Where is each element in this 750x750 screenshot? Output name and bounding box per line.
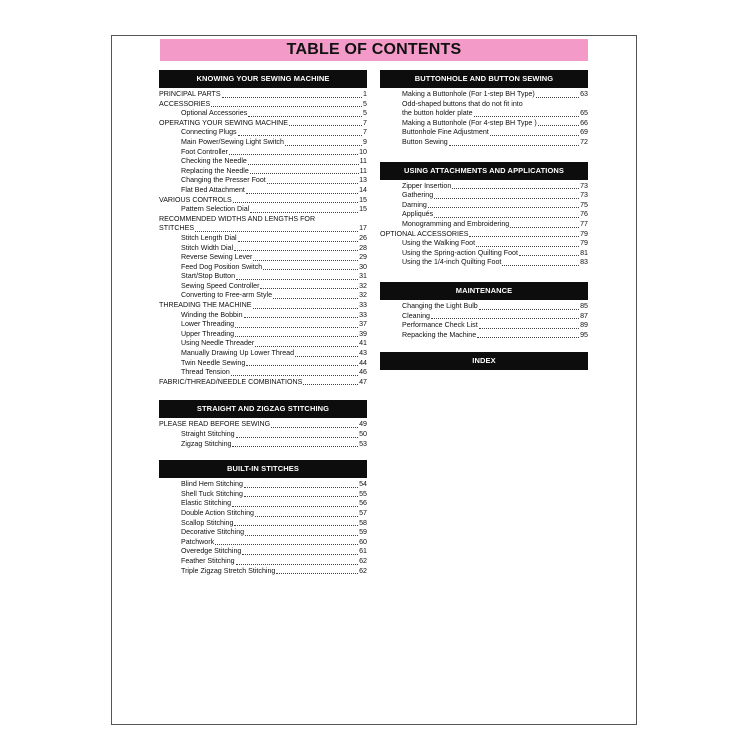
- left-column: [159, 70, 367, 576]
- toc-entry-title: Foot Controller: [181, 147, 228, 156]
- dot-leader: [255, 516, 358, 517]
- dot-leader: [233, 202, 358, 203]
- toc-entry-title: THREADING THE MACHINE: [159, 301, 252, 310]
- toc-entry-title: the button holder plate: [402, 109, 473, 118]
- toc-entry-title: Replacing the Needle: [181, 166, 249, 175]
- toc-entry-title: Straight Stitching: [181, 430, 235, 438]
- section-gap: [380, 340, 588, 352]
- toc-entry-title: Stitch Length Dial: [181, 233, 237, 242]
- toc-entry-page: 14: [359, 185, 367, 194]
- toc-entry[interactable]: [159, 119, 367, 129]
- toc-entry-title: ACCESSORIES: [159, 99, 211, 108]
- toc-entry-title: Thread Tension: [181, 368, 230, 377]
- toc-entry-page: 11: [359, 166, 367, 175]
- toc-entry[interactable]: [159, 420, 367, 430]
- section-heading: USING ATTACHMENTS AND APPLICATIONS: [380, 162, 588, 180]
- toc-entry-page: 37: [359, 320, 367, 329]
- toc-entry-page: 43: [359, 349, 367, 358]
- section-heading: INDEX: [380, 352, 588, 370]
- dot-leader: [250, 212, 358, 213]
- toc-entry-title: Feed Dog Position Switch: [181, 262, 263, 271]
- toc-entry[interactable]: [159, 519, 367, 529]
- toc-entry[interactable]: [380, 201, 588, 211]
- toc-entry-page: 28: [359, 243, 367, 252]
- toc-entry[interactable]: [380, 109, 588, 119]
- toc-entry-page: 65: [580, 109, 588, 118]
- toc-entry[interactable]: [380, 312, 588, 322]
- toc-entry-page: 17: [359, 224, 367, 233]
- dot-leader: [235, 336, 358, 337]
- toc-entry-title: Sewing Speed Controller: [181, 281, 260, 290]
- toc-entry[interactable]: [380, 321, 588, 331]
- dot-leader: [253, 308, 359, 309]
- dot-leader: [236, 279, 358, 280]
- toc-entry-page: 7: [363, 128, 367, 137]
- dot-leader: [538, 125, 579, 126]
- toc-entry[interactable]: [159, 244, 367, 254]
- toc-entry-list: [380, 88, 588, 148]
- toc-entry-page: 50: [359, 430, 367, 438]
- toc-entry-title: Zipper Insertion: [402, 181, 452, 190]
- toc-entry-page: 26: [359, 233, 367, 242]
- toc-entry[interactable]: [159, 234, 367, 244]
- toc-entry-title: Pattern Selection Dial: [181, 205, 250, 214]
- toc-entry[interactable]: [159, 215, 367, 225]
- dot-leader: [510, 227, 579, 228]
- toc-entry-title: Making a Buttonhole (For 1-step BH Type): [402, 90, 535, 98]
- toc-entry-title: OPERATING YOUR SEWING MACHINE: [159, 118, 289, 127]
- toc-entry-page: 11: [359, 157, 367, 166]
- toc-entry-title: Optional Accessories: [181, 109, 248, 118]
- dot-leader: [502, 265, 579, 266]
- dot-leader: [255, 346, 358, 347]
- toc-entry-title: Checking the Needle: [181, 157, 247, 166]
- dot-leader: [271, 427, 358, 428]
- dot-leader: [452, 188, 579, 189]
- toc-entry-page: 46: [359, 368, 367, 377]
- dot-leader: [434, 198, 579, 199]
- toc-entry-page: 5: [363, 99, 367, 108]
- page-title: TABLE OF CONTENTS: [286, 41, 462, 58]
- toc-entry-title: Patchwork: [181, 537, 215, 546]
- toc-entry[interactable]: [159, 109, 367, 119]
- toc-entry[interactable]: [159, 359, 367, 369]
- toc-entry-title: Odd-shaped buttons that do not fit into: [402, 99, 523, 108]
- toc-entry-title: Manually Drawing Up Lower Thread: [181, 349, 295, 358]
- toc-entry-page: 59: [359, 528, 367, 537]
- dot-leader: [431, 318, 579, 319]
- toc-entry[interactable]: [159, 167, 367, 177]
- dot-leader: [273, 298, 358, 299]
- toc-entry[interactable]: [380, 119, 588, 129]
- dot-leader: [238, 135, 362, 136]
- toc-entry-page: 69: [580, 128, 588, 137]
- toc-entry[interactable]: [159, 509, 367, 519]
- toc-entry[interactable]: [159, 499, 367, 509]
- dot-leader: [474, 116, 580, 117]
- toc-entry-title: Stitch Width Dial: [181, 243, 234, 252]
- toc-entry-title: Twin Needle Sewing: [181, 358, 246, 367]
- toc-entry-page: 44: [359, 358, 367, 367]
- toc-entry-page: 75: [580, 200, 588, 209]
- toc-entry-title: Zigzag Stitching: [181, 439, 232, 448]
- toc-entry[interactable]: [159, 557, 367, 567]
- toc-entry[interactable]: [380, 191, 588, 201]
- toc-entry-page: 89: [580, 321, 588, 330]
- toc-entry-title: Using the Spring-action Quilting Foot: [402, 248, 518, 257]
- toc-entry-page: 63: [580, 90, 588, 98]
- dot-leader: [195, 231, 358, 232]
- toc-entry[interactable]: [380, 220, 588, 230]
- toc-entry-title: Buttonhole Fine Adjustment: [402, 128, 489, 137]
- dot-leader: [289, 125, 362, 126]
- toc-entry-page: 33: [359, 310, 367, 319]
- toc-entry-title: Converting to Free-arm Style: [181, 291, 273, 300]
- dot-leader: [232, 446, 358, 447]
- toc-entry-title: Decorative Stitching: [181, 528, 245, 537]
- toc-entry-title: Main Power/Sewing Light Switch: [181, 137, 284, 146]
- toc-entry[interactable]: [159, 282, 367, 292]
- toc-entry[interactable]: [380, 210, 588, 220]
- toc-entry-title: Winding the Bobbin: [181, 310, 243, 319]
- dot-leader: [253, 260, 358, 261]
- toc-entry[interactable]: [380, 138, 588, 148]
- toc-entry[interactable]: [159, 205, 367, 215]
- section-gap: [380, 268, 588, 282]
- toc-entry-title: OPTIONAL ACCESSORIES: [380, 229, 469, 238]
- toc-entry-title: Gathering: [402, 191, 434, 200]
- toc-entry-title: STITCHES: [159, 224, 195, 233]
- dot-leader: [250, 173, 359, 174]
- dot-leader: [246, 193, 358, 194]
- toc-entry[interactable]: [159, 148, 367, 158]
- toc-entry-page: 33: [359, 301, 367, 310]
- toc-entry-title: Darning: [402, 200, 427, 209]
- manual-page: [111, 35, 637, 725]
- toc-section-using-attachments-and-applications: [380, 162, 588, 268]
- toc-entry-page: 77: [580, 219, 588, 228]
- dot-leader: [234, 525, 358, 526]
- toc-entry-list: [159, 478, 367, 576]
- dot-leader: [263, 269, 358, 270]
- toc-entry-title: FABRIC/THREAD/NEEDLE COMBINATIONS: [159, 377, 303, 386]
- dot-leader: [267, 183, 358, 184]
- toc-entry[interactable]: [159, 291, 367, 301]
- dot-leader: [231, 375, 358, 376]
- dot-leader: [276, 573, 358, 574]
- toc-entry-page: 79: [580, 229, 588, 238]
- dot-leader: [248, 164, 359, 165]
- toc-entry-title: Scallop Stitching: [181, 518, 234, 527]
- toc-entry[interactable]: [159, 263, 367, 273]
- toc-entry-title: Using the Walking Foot: [402, 239, 476, 248]
- dot-leader: [222, 97, 362, 98]
- toc-entry-title: Performance Check List: [402, 321, 478, 330]
- toc-entry-page: 66: [580, 118, 588, 127]
- section-heading: STRAIGHT AND ZIGZAG STITCHING: [159, 400, 367, 418]
- toc-entry-page: 95: [580, 330, 588, 339]
- toc-entry-title: Appliqués: [402, 210, 434, 219]
- toc-entry-title: Button Sewing: [402, 137, 448, 146]
- toc-section-knowing-your-sewing-machine: [159, 70, 367, 387]
- toc-entry-title: Connecting Plugs: [181, 128, 237, 137]
- dot-leader: [536, 97, 579, 98]
- toc-entry[interactable]: [159, 567, 367, 577]
- dot-leader: [248, 116, 362, 117]
- toc-entry-title: Elastic Stitching: [181, 499, 232, 508]
- toc-entry-title: Blind Hem Stitching: [181, 480, 243, 489]
- section-gap: [159, 387, 367, 400]
- toc-entry-page: 62: [359, 566, 367, 575]
- toc-entry[interactable]: [159, 90, 367, 100]
- toc-entry-page: 47: [359, 377, 367, 386]
- toc-entry-page: 73: [580, 181, 588, 190]
- dot-leader: [449, 145, 579, 146]
- toc-entry-page: 9: [363, 137, 367, 146]
- toc-entry[interactable]: [159, 538, 367, 548]
- dot-leader: [490, 135, 579, 136]
- dot-leader: [246, 365, 358, 366]
- toc-entry-title: Lower Threading: [181, 320, 235, 329]
- right-column: [380, 70, 588, 370]
- toc-section-maintenance: [380, 282, 588, 340]
- toc-entry-page: 62: [359, 556, 367, 565]
- dot-leader: [477, 337, 579, 338]
- dot-leader: [211, 106, 362, 107]
- dot-leader: [260, 288, 358, 289]
- toc-entry-title: Overedge Stitching: [181, 547, 242, 556]
- toc-entry[interactable]: [380, 182, 588, 192]
- toc-entry[interactable]: [159, 301, 367, 311]
- toc-entry-title: Feather Stitching: [181, 556, 235, 565]
- section-heading: BUILT-IN STITCHES: [159, 460, 367, 478]
- toc-entry-page: 73: [580, 191, 588, 200]
- toc-entry-page: 61: [359, 547, 367, 556]
- dot-leader: [232, 506, 358, 507]
- toc-entry-page: 87: [580, 311, 588, 320]
- toc-entry-page: 60: [359, 537, 367, 546]
- toc-entry-page: 81: [580, 248, 588, 257]
- toc-entry-title: PLEASE READ BEFORE SEWING: [159, 420, 271, 429]
- toc-entry-title: Double Action Stitching: [181, 508, 254, 517]
- toc-entry[interactable]: [380, 128, 588, 138]
- toc-entry-page: 10: [359, 147, 367, 156]
- toc-entry-title: Reverse Sewing Lever: [181, 253, 253, 262]
- toc-entry-title: Using the 1/4-inch Quilting Foot: [402, 258, 502, 267]
- toc-entry[interactable]: [159, 440, 367, 450]
- dot-leader: [235, 327, 358, 328]
- toc-entry[interactable]: [159, 138, 367, 148]
- dot-leader: [479, 328, 579, 329]
- section-heading: MAINTENANCE: [380, 282, 588, 300]
- toc-entry-title: Start/Stop Button: [181, 272, 236, 281]
- toc-entry[interactable]: [159, 368, 367, 378]
- section-heading: BUTTONHOLE AND BUTTON SEWING: [380, 70, 588, 88]
- toc-entry-page: 7: [363, 118, 367, 127]
- section-gap: [159, 449, 367, 460]
- toc-entry-list: [159, 88, 367, 387]
- toc-entry[interactable]: [159, 196, 367, 206]
- toc-entry[interactable]: [159, 547, 367, 557]
- dot-leader: [479, 309, 579, 310]
- toc-entry-page: 49: [359, 420, 367, 429]
- toc-entry-title: Triple Zigzag Stretch Stitching: [181, 566, 276, 575]
- toc-entry-page: 39: [359, 329, 367, 338]
- toc-entry[interactable]: [380, 258, 588, 268]
- toc-entry-page: 15: [359, 205, 367, 214]
- toc-entry[interactable]: [159, 176, 367, 186]
- dot-leader: [428, 207, 579, 208]
- toc-entry-page: 32: [359, 291, 367, 300]
- toc-entry-page: 57: [359, 508, 367, 517]
- toc-entry[interactable]: [159, 311, 367, 321]
- toc-section-built-in-stitches: [159, 460, 367, 576]
- toc-entry-page: 32: [359, 281, 367, 290]
- toc-entry[interactable]: [159, 349, 367, 359]
- toc-entry-title: Shell Tuck Stitching: [181, 489, 243, 498]
- toc-entry[interactable]: [380, 249, 588, 259]
- toc-entry-title: Flat Bed Attachment: [181, 185, 245, 194]
- dot-leader: [229, 154, 358, 155]
- toc-entry-page: 58: [359, 518, 367, 527]
- toc-entry[interactable]: [159, 378, 367, 388]
- toc-entry-page: 31: [359, 272, 367, 281]
- dot-leader: [244, 317, 359, 318]
- toc-entry-page: 53: [359, 439, 367, 448]
- toc-entry[interactable]: [159, 320, 367, 330]
- dot-leader: [236, 437, 358, 438]
- toc-entry-title: Changing the Light Bulb: [402, 301, 478, 310]
- toc-entry-title: Cleaning: [402, 311, 431, 320]
- dot-leader: [244, 496, 358, 497]
- toc-entry-page: 55: [359, 489, 367, 498]
- toc-entry-page: 85: [580, 301, 588, 310]
- dot-leader: [303, 384, 358, 385]
- title-band: [160, 39, 588, 61]
- toc-entry[interactable]: [159, 490, 367, 500]
- toc-entry[interactable]: [159, 224, 367, 234]
- toc-entry-title: Using Needle Threader: [181, 339, 255, 348]
- toc-entry-page: 79: [580, 239, 588, 248]
- dot-leader: [434, 217, 579, 218]
- dot-leader: [469, 236, 579, 237]
- dot-leader: [245, 535, 358, 536]
- toc-entry[interactable]: [159, 430, 367, 440]
- toc-entry[interactable]: [159, 100, 367, 110]
- toc-entry-page: 72: [580, 137, 588, 146]
- dot-leader: [519, 255, 579, 256]
- toc-section-straight-and-zigzag-stitching: [159, 400, 367, 449]
- toc-entry[interactable]: [380, 302, 588, 312]
- toc-entry[interactable]: [380, 230, 588, 240]
- toc-entry[interactable]: [159, 480, 367, 490]
- toc-entry[interactable]: [380, 239, 588, 249]
- toc-entry[interactable]: [159, 330, 367, 340]
- dot-leader: [236, 564, 358, 565]
- toc-entry-page: 29: [359, 253, 367, 262]
- toc-entry-title: Repacking the Machine: [402, 330, 477, 339]
- dot-leader: [295, 356, 358, 357]
- dot-leader: [215, 544, 358, 545]
- dot-leader: [238, 241, 359, 242]
- toc-entry-list: [380, 180, 588, 268]
- toc-entry[interactable]: [159, 272, 367, 282]
- toc-entry-page: 5: [363, 109, 367, 118]
- section-heading: KNOWING YOUR SEWING MACHINE: [159, 70, 367, 88]
- toc-entry-page: 83: [580, 258, 588, 267]
- toc-entry[interactable]: [159, 157, 367, 167]
- toc-entry[interactable]: [159, 253, 367, 263]
- toc-entry-title: Changing the Presser Foot: [181, 176, 266, 185]
- toc-entry[interactable]: [159, 128, 367, 138]
- toc-entry[interactable]: [159, 528, 367, 538]
- toc-entry-title: PRINCIPAL PARTS: [159, 90, 221, 98]
- toc-entry-title: Upper Threading: [181, 329, 235, 338]
- toc-entry-title: Monogramming and Embroidering: [402, 219, 510, 228]
- toc-entry-page: 41: [359, 339, 367, 348]
- dot-leader: [244, 487, 358, 488]
- toc-entry[interactable]: [380, 100, 588, 110]
- toc-entry[interactable]: [159, 339, 367, 349]
- toc-entry-page: 1: [363, 90, 367, 98]
- toc-entry[interactable]: [380, 331, 588, 341]
- dot-leader: [285, 145, 362, 146]
- toc-entry[interactable]: [159, 186, 367, 196]
- toc-entry-page: 30: [359, 262, 367, 271]
- toc-entry-page: 15: [359, 195, 367, 204]
- dot-leader: [242, 554, 358, 555]
- section-gap: [380, 148, 588, 162]
- dot-leader: [476, 246, 579, 247]
- toc-entry-list: [159, 418, 367, 449]
- toc-entry-title: RECOMMENDED WIDTHS AND LENGTHS FOR: [159, 214, 316, 223]
- dot-leader: [234, 250, 358, 251]
- toc-entry-page: 76: [580, 210, 588, 219]
- toc-section-index: [380, 352, 588, 370]
- toc-section-buttonhole-and-button-sewing: [380, 70, 588, 148]
- toc-entry-title: Making a Buttonhole (For 4-step BH Type ): [402, 118, 537, 127]
- toc-entry[interactable]: [380, 90, 588, 100]
- toc-entry-page: 54: [359, 480, 367, 489]
- toc-entry-page: 56: [359, 499, 367, 508]
- toc-entry-title: VARIOUS CONTROLS: [159, 195, 232, 204]
- toc-entry-page: 13: [359, 176, 367, 185]
- toc-entry-list: [380, 300, 588, 340]
